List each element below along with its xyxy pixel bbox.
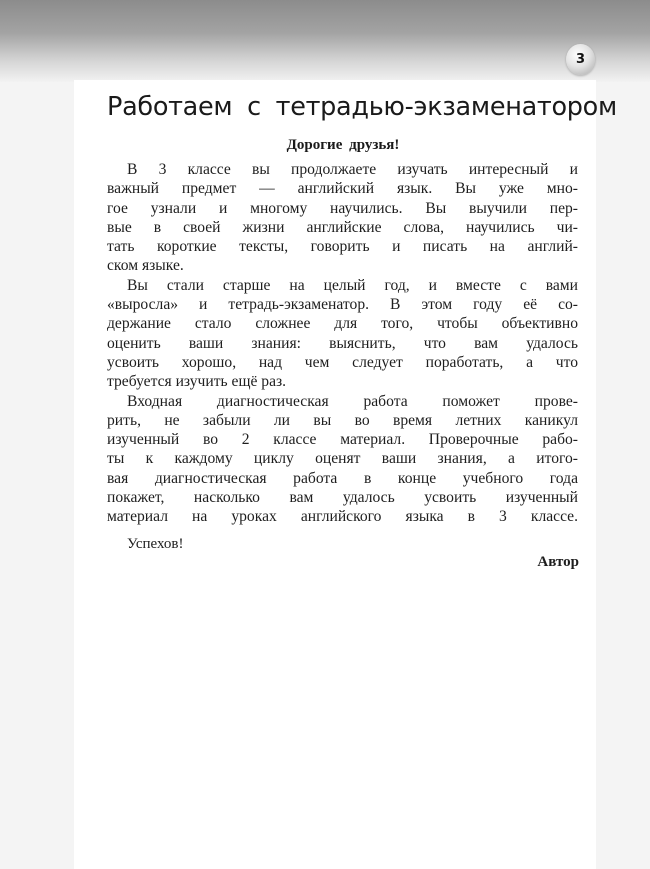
text-line: Входная диагностическая работа поможет прове-	[127, 392, 578, 410]
text-line: вые в своей жизни английские слова, научились чи-	[107, 218, 578, 236]
text-line: вая диагностическая работа в конце учебного года	[107, 469, 578, 487]
text-line: ском языке.	[107, 257, 184, 275]
text-line: держание стало сложнее для того, чтобы объективно	[107, 315, 578, 333]
page-number: 3	[575, 52, 586, 67]
text-line: ты к каждому циклу оценят ваши знания, а итого-	[107, 450, 578, 468]
letter-body	[107, 160, 578, 527]
text-line: рить, не забыли ли вы во время летних каникул	[107, 411, 578, 429]
text-line: требуется изучить ещё раз.	[107, 373, 287, 391]
text-line: «выросла» и тетрадь-экзаменатор. В этом году её со-	[107, 296, 578, 314]
text-line: гое узнали и многому научились. Вы выучили пер-	[107, 199, 578, 217]
letter-closing: Успехов!	[127, 536, 184, 552]
text-line: усвоить хорошо, над чем следует поработать, а что	[107, 353, 578, 371]
page-content-panel	[74, 80, 617, 869]
text-line: покажет, насколько вам удалось усвоить изученный	[107, 489, 578, 507]
letter-greeting: Дорогие друзья!	[286, 137, 400, 153]
text-line: важный предмет — английский язык. Вы уже мно-	[107, 180, 578, 198]
text-line: Вы стали старше на целый год, и вместе с вами	[127, 276, 578, 294]
letter-signature: Автор	[537, 554, 579, 570]
text-line: изученный во 2 классе материал. Проверочные рабо-	[107, 431, 578, 449]
text-line: В 3 классе вы продолжаете изучать интересный и	[127, 161, 578, 178]
text-line: тать короткие тексты, говорить и писать на англий-	[107, 238, 578, 256]
text-line: материал на уроках английского языка в 3 классе.	[107, 508, 578, 526]
page-header-band	[0, 0, 650, 82]
page-title: Работаем с тетрадью-экзаменатором	[107, 92, 617, 122]
text-line: оценить ваши знания: выяснить, что вам удалось	[107, 334, 578, 352]
page-number-badge	[566, 44, 595, 75]
